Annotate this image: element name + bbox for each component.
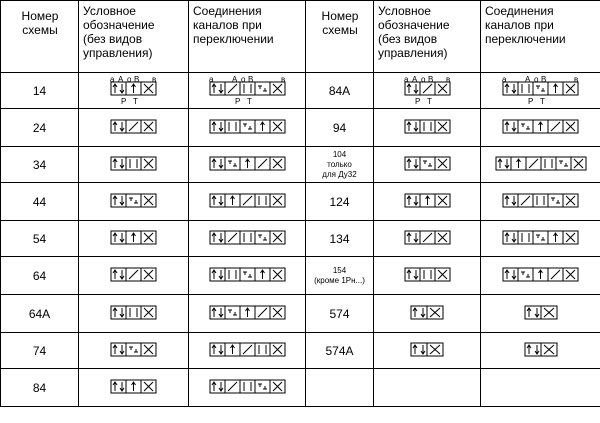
table-row: [1, 257, 600, 295]
table-row: [1, 221, 600, 257]
valve-symbol-icon: [409, 304, 445, 324]
valve-symbol-icon: [109, 76, 158, 106]
svg-text:А: А: [525, 75, 531, 84]
table-row: [1, 147, 600, 183]
symbol-cell: [79, 333, 189, 369]
valve-symbol-icon: [403, 76, 452, 106]
svg-text:Т: Т: [540, 96, 545, 106]
symbol-cell: [374, 183, 481, 221]
connections-cell: [481, 221, 600, 257]
valve-symbol-icon: [501, 118, 580, 138]
header-symbol: Условное обозначение (без видов управления): [374, 1, 481, 73]
valve-symbol-icon: [501, 266, 580, 286]
valve-symbol-icon: [523, 304, 559, 324]
svg-text:Р: Р: [528, 96, 534, 106]
svg-text:о: о: [240, 75, 245, 84]
svg-text:а: а: [110, 75, 115, 84]
scheme-number: 34: [1, 147, 79, 183]
svg-text:Т: Т: [426, 96, 432, 106]
symbol-cell: [374, 257, 481, 295]
scheme-number: 24: [1, 109, 79, 147]
symbol-cell: [79, 221, 189, 257]
symbol-cell: [79, 183, 189, 221]
svg-text:в: в: [280, 75, 285, 84]
svg-text:а: а: [502, 75, 507, 84]
valve-symbol-icon: [208, 266, 287, 286]
connections-cell: [189, 147, 306, 183]
symbol-cell: [374, 221, 481, 257]
symbol-cell: [79, 257, 189, 295]
valve-symbol-icon: [109, 192, 158, 212]
scheme-number: 64: [1, 257, 79, 295]
symbol-cell: [374, 369, 481, 407]
svg-text:в: в: [152, 75, 157, 84]
scheme-number: 74: [1, 333, 79, 369]
valve-symbol-icon: [501, 192, 580, 212]
table-row: [1, 369, 600, 407]
connections-cell: [481, 295, 600, 333]
scheme-number: [306, 369, 374, 407]
header-connections: Соединения каналов при переключении: [189, 1, 306, 73]
scheme-number: 154 (кроме 1Рн...): [306, 257, 374, 295]
header-row: [1, 1, 600, 73]
connections-cell: [189, 333, 306, 369]
connections-cell: [481, 183, 600, 221]
symbol-cell: [374, 295, 481, 333]
symbol-cell: [79, 295, 189, 333]
svg-text:Р: Р: [234, 96, 240, 106]
connections-cell: [481, 109, 600, 147]
valve-symbol-icon: [523, 341, 559, 361]
valve-symbol-icon: [208, 341, 287, 361]
svg-text:о: о: [534, 75, 539, 84]
valve-symbol-icon: [109, 118, 158, 138]
header-symbol: Условное обозначение (без видов управления): [79, 1, 189, 73]
valve-symbol-icon: [494, 155, 588, 175]
svg-text:в: в: [574, 75, 579, 84]
header-scheme-number: Номер схемы: [1, 1, 79, 73]
svg-text:А: А: [231, 75, 237, 84]
table-row: [1, 295, 600, 333]
scheme-number: 124: [306, 183, 374, 221]
scheme-number: 134: [306, 221, 374, 257]
svg-text:Р: Р: [414, 96, 420, 106]
valve-symbol-icon: [109, 155, 158, 175]
svg-text:а: а: [208, 75, 213, 84]
svg-text:В: В: [541, 75, 547, 84]
scheme-number: 104 только для Ду32: [306, 147, 374, 183]
connections-cell: [481, 369, 600, 407]
valve-symbol-icon: [403, 155, 452, 175]
table-row: [1, 73, 600, 109]
connections-cell: [481, 73, 600, 109]
valve-symbol-icon: [208, 304, 287, 324]
connections-cell: [189, 221, 306, 257]
scheme-number: 54: [1, 221, 79, 257]
valve-symbol-icon: [109, 229, 158, 249]
scheme-number: 574: [306, 295, 374, 333]
table-row: [1, 333, 600, 369]
svg-text:А: А: [411, 75, 417, 84]
table-row: [1, 109, 600, 147]
svg-text:В: В: [134, 75, 140, 84]
valve-symbol-icon: [109, 304, 158, 324]
svg-text:Т: Т: [133, 96, 138, 106]
connections-cell: [189, 73, 306, 109]
svg-text:в: в: [445, 75, 450, 84]
valve-symbol-icon: [208, 76, 287, 106]
svg-text:А: А: [118, 75, 124, 84]
connections-cell: [189, 295, 306, 333]
connections-cell: [481, 257, 600, 295]
valve-symbol-icon: [208, 229, 287, 249]
valve-symbol-icon: [501, 76, 580, 106]
valve-symbol-icon: [109, 378, 158, 398]
connections-cell: [189, 369, 306, 407]
scheme-number: 574A: [306, 333, 374, 369]
connections-cell: [189, 109, 306, 147]
scheme-number: 44: [1, 183, 79, 221]
valve-symbol-icon: [403, 266, 452, 286]
valve-symbol-icon: [403, 192, 452, 212]
valve-symbol-icon: [208, 192, 287, 212]
svg-text:В: В: [247, 75, 253, 84]
scheme-number: 64A: [1, 295, 79, 333]
valve-symbol-icon: [403, 229, 452, 249]
symbol-cell: [79, 73, 189, 109]
scheme-number: 84A: [306, 73, 374, 109]
connections-cell: [481, 333, 600, 369]
svg-text:В: В: [427, 75, 433, 84]
svg-text:о: о: [127, 75, 132, 84]
scheme-number: 94: [306, 109, 374, 147]
connections-cell: [189, 183, 306, 221]
valve-symbol-icon: [208, 378, 287, 398]
connections-cell: [189, 257, 306, 295]
symbol-cell: [374, 109, 481, 147]
svg-text:Р: Р: [121, 96, 127, 106]
valve-symbol-icon: [409, 341, 445, 361]
connections-cell: [481, 147, 600, 183]
symbol-cell: [79, 147, 189, 183]
table-row: [1, 183, 600, 221]
svg-text:Т: Т: [246, 96, 252, 106]
symbol-cell: [79, 369, 189, 407]
valve-symbol-icon: [208, 155, 287, 175]
valve-symbol-icon: [109, 266, 158, 286]
scheme-number: 84: [1, 369, 79, 407]
symbol-cell: [374, 333, 481, 369]
header-connections: Соединения каналов при переключении: [481, 1, 600, 73]
svg-text:о: о: [420, 75, 425, 84]
symbol-cell: [374, 73, 481, 109]
symbol-cell: [79, 109, 189, 147]
valve-symbol-icon: [109, 341, 158, 361]
valve-symbol-icon: [403, 118, 452, 138]
scheme-number: 14: [1, 73, 79, 109]
header-scheme-number: Номер схемы: [306, 1, 374, 73]
valve-symbol-icon: [501, 229, 580, 249]
valve-symbol-icon: [208, 118, 287, 138]
symbol-cell: [374, 147, 481, 183]
svg-text:а: а: [403, 75, 408, 84]
